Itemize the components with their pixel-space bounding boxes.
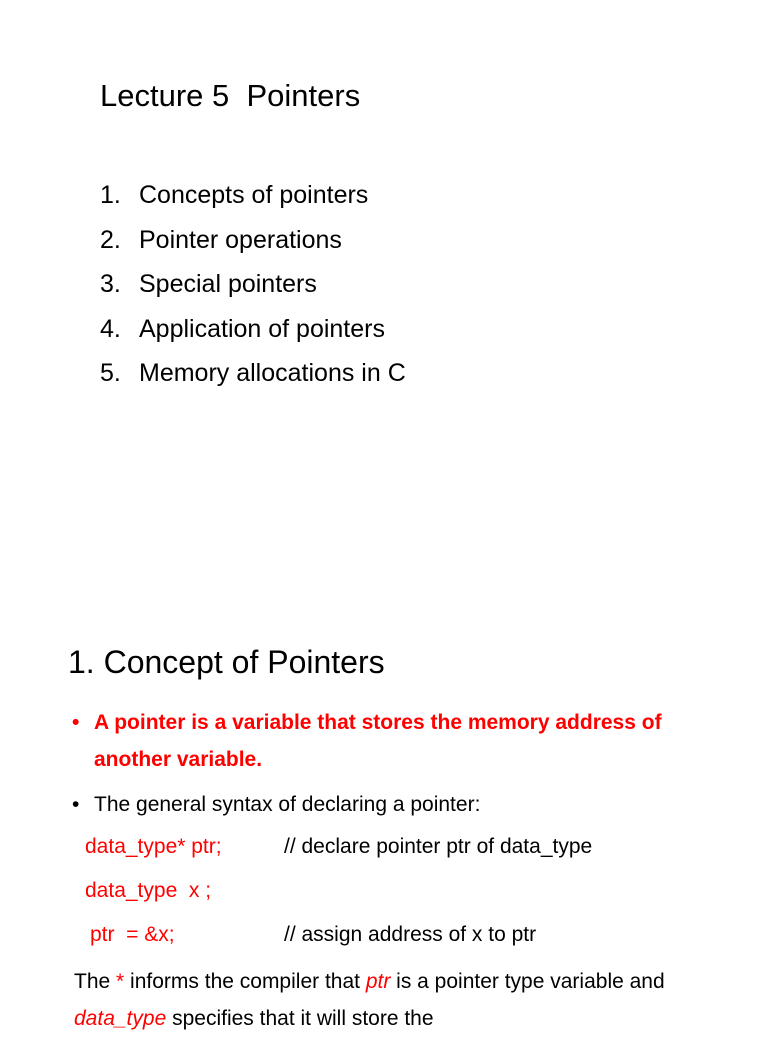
agenda-item: 1. Concepts of pointers — [100, 181, 369, 209]
agenda-item: 2. Pointer operations — [100, 225, 342, 254]
agenda-item: 5. Memory allocations in C — [100, 359, 406, 387]
slide-concept-of-pointers — [0, 620, 768, 1030]
code-comment-assign: // assign address of x to ptr — [284, 923, 537, 946]
bullet-icon: • — [72, 711, 80, 734]
syntax-text: The general syntax of declaring a pointer: — [94, 793, 481, 816]
ptr-term: ptr — [365, 970, 391, 993]
syntax-bullet — [72, 786, 714, 823]
agenda-item: 3. Special pointers — [100, 270, 317, 298]
asterisk-symbol: * — [116, 970, 125, 993]
code-line-assign: ptr = &x; — [90, 923, 175, 946]
section-title: 1. Concept of Pointers — [68, 644, 385, 680]
data-type-term: data_type — [74, 1007, 167, 1030]
agenda-list — [100, 177, 406, 400]
code-line-declare: data_type* ptr; — [85, 835, 222, 858]
definition-bullet — [72, 704, 714, 778]
code-comment-declare: // declare pointer ptr of data_type — [284, 835, 593, 858]
lecture-title: Lecture 5 Pointers — [100, 78, 361, 113]
code-line-variable: data_type x ; — [85, 879, 212, 902]
agenda-item: 4. Application of pointers — [100, 314, 385, 343]
definition-text: A pointer is a variable that stores the memory address of another variable. — [94, 711, 662, 771]
bullet-icon: • — [72, 793, 80, 816]
explanation-paragraph: The * informs the compiler that ptr is a pointer type variable and data_type specifies that it will store the — [74, 970, 665, 1030]
